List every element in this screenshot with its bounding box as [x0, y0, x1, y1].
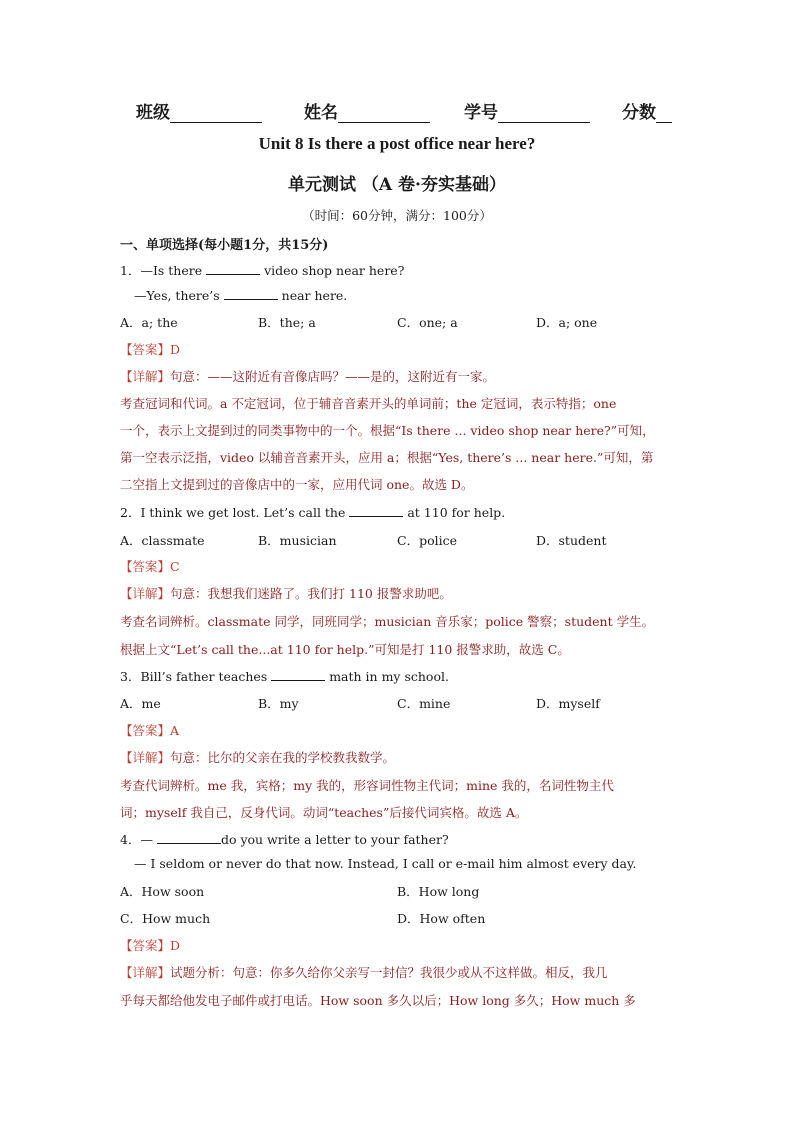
q4-option-d[interactable]: D．How often [397, 911, 486, 926]
question-3-stem: 3．Bill’s father teaches math in my school. [120, 669, 449, 684]
q3-option-b[interactable]: B．my [258, 696, 299, 711]
q4-option-b[interactable]: B．How long [397, 884, 480, 899]
q1-detail-3: 一个，表示上文提到过的同类事物中的一个。根据“Is there ... video shop near here?”可知， [120, 423, 655, 438]
q1-detail-2: 考查冠词和代词。a 不定冠词，位于辅音音素开头的单词前；the 定冠词，表示特指；one [120, 396, 617, 411]
question-1-stem: 1．—Is there video shop near here? [120, 263, 405, 278]
q1-option-d[interactable]: D．a; one [536, 315, 598, 330]
q2-detail-2: 考查名词辨析。classmate 同学，同班同学；musician 音乐家；police 警察；student 学生。 [120, 614, 655, 629]
q4-answer: 【答案】D [120, 938, 181, 953]
q2-option-b[interactable]: B．musician [258, 533, 337, 548]
question-1-stem-2: —Yes, there’s near here. [134, 288, 348, 303]
time-info: （时间：60分钟，满分：100分） [302, 208, 492, 223]
q1-option-b[interactable]: B．the; a [258, 315, 316, 330]
q2-option-d[interactable]: D．student [536, 533, 607, 548]
q1-option-c[interactable]: C．one; a [397, 315, 458, 330]
q3-detail-3: 词；myself 我自己，反身代词。动词“teaches”后接代词宾格。故选 A。 [120, 805, 528, 820]
q2-detail-1: 【详解】句意：我想我们迷路了。我们打 110 报警求助吧。 [120, 586, 452, 601]
q2-answer: 【答案】C [120, 559, 180, 574]
q2-option-c[interactable]: C．police [397, 533, 457, 548]
page-title: Unit 8 Is there a post office near here? [258, 134, 536, 153]
section-heading: 一、单项选择(每小题1分，共15分) [120, 238, 329, 253]
q1-detail-1: 【详解】句意：——这附近有音像店吗？——是的，这附近有一家。 [120, 369, 496, 384]
question-4-stem: 4．— do you write a letter to your father? [120, 832, 449, 847]
q4-detail-1: 【详解】试题分析：句意：你多久给你父亲写一封信？我很少或从不这样做。相反，我几 [120, 965, 608, 980]
score-field[interactable]: 分数 [622, 98, 672, 123]
q1-detail-4: 第一空表示泛指，video 以辅音音素开头，应用 a；根据“Yes, there’s ... near here.”可知，第 [120, 450, 654, 465]
q2-detail-3: 根据上文“Let’s call the...at 110 for help.”可知是打 110 报警求助，故选 C。 [120, 642, 570, 657]
q3-detail-1: 【详解】句意：比尔的父亲在我的学校教我数学。 [120, 750, 396, 765]
student-id-field[interactable]: 学号 [464, 98, 590, 123]
question-2-stem: 2．I think we get lost. Let’s call the at 110 for help. [120, 505, 506, 520]
page-subtitle: 单元测试 （A 卷·夯实基础） [288, 175, 506, 195]
q2-option-a[interactable]: A．classmate [120, 533, 205, 548]
question-4-stem-2: — I seldom or never do that now. Instead, I call or e-mail him almost every day. [134, 856, 637, 871]
q3-detail-2: 考查代词辨析。me 我，宾格；my 我的，形容词性物主代词；mine 我的，名词性物主代 [120, 778, 614, 793]
q4-option-c[interactable]: C．How much [120, 911, 211, 926]
q3-option-c[interactable]: C．mine [397, 696, 451, 711]
q1-answer: 【答案】D [120, 342, 181, 357]
q3-option-d[interactable]: D．myself [536, 696, 600, 711]
name-field[interactable]: 姓名 [304, 98, 430, 123]
q3-answer: 【答案】A [120, 723, 180, 738]
q3-option-a[interactable]: A．me [120, 696, 161, 711]
q4-option-a[interactable]: A．How soon [120, 884, 205, 899]
class-field[interactable]: 班级 [136, 98, 262, 123]
q1-detail-5: 二空指上文提到过的音像店中的一家，应用代词 one。故选 D。 [120, 477, 474, 492]
q4-detail-2: 乎每天都给他发电子邮件或打电话。How soon 多久以后；How long 多久；How much 多 [120, 993, 636, 1008]
q1-option-a[interactable]: A．a; the [120, 315, 178, 330]
